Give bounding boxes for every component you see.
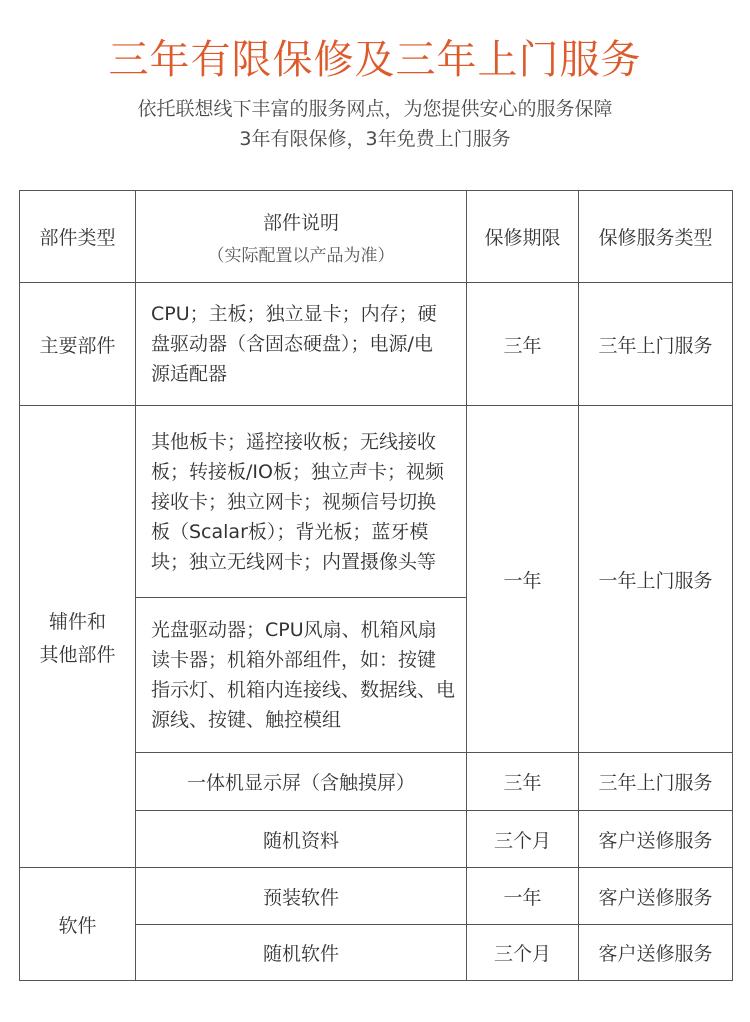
desc-line: 块；独立无线网卡；内置摄像头等	[151, 550, 437, 573]
group-aux	[20, 406, 136, 868]
subtitle-line-2: 3年有限保修，3年免费上门服务	[239, 128, 511, 150]
desc-line: 接收卡；独立网卡；视频信号切换	[151, 490, 437, 513]
desc-line: 读卡器；机箱外部组件，如：按键	[151, 649, 437, 671]
header-part-type: 部件类型	[20, 191, 136, 283]
table-row	[20, 868, 733, 925]
row-desc: 预装软件	[136, 868, 467, 925]
row-desc: 一体机显示屏（含触摸屏）	[136, 753, 467, 811]
row-period: 三个月	[467, 811, 579, 868]
row-service: 客户送修服务	[579, 811, 733, 868]
group-main: 主要部件	[20, 283, 136, 406]
row-desc: 随机软件	[136, 925, 467, 981]
header-part-desc	[136, 191, 467, 283]
warranty-table	[19, 190, 733, 981]
row-period: 一年	[467, 406, 579, 753]
table-row	[20, 283, 733, 406]
row-period: 一年	[467, 868, 579, 925]
group-aux-line-1: 辅件和	[48, 610, 106, 633]
desc-line: 板；转接板/IO板；独立声卡；视频	[151, 460, 444, 483]
desc-line: 板（Scalar板）；背光板；蓝牙模	[151, 520, 429, 543]
desc-line: 其他板卡；遥控接收板；无线接收	[151, 430, 437, 453]
group-aux-line-2: 其他部件	[39, 643, 116, 666]
row-period: 三年	[467, 283, 579, 406]
desc-line: 源适配器	[151, 363, 228, 385]
desc-line: 源线、按键、触控模组	[151, 709, 342, 731]
desc-line: 盘驱动器（含固态硬盘）；电源/电	[151, 333, 433, 355]
row-desc	[136, 283, 467, 406]
subtitle-line-1: 依托联想线下丰富的服务网点，为您提供安心的服务保障	[137, 98, 613, 120]
desc-line: 光盘驱动器；CPU风扇、机箱风扇	[151, 619, 437, 641]
row-service: 客户送修服务	[579, 868, 733, 925]
group-software: 软件	[20, 868, 136, 981]
desc-line: 指示灯、机箱内连接线、数据线、电	[151, 679, 456, 701]
table-row	[20, 406, 733, 598]
table-header-row	[20, 191, 733, 283]
row-period: 三个月	[467, 925, 579, 981]
row-desc	[136, 598, 467, 753]
desc-line: CPU；主板；独立显卡；内存；硬	[151, 303, 437, 325]
row-service: 三年上门服务	[579, 753, 733, 811]
page-title: 三年有限保修及三年上门服务	[108, 37, 642, 83]
row-desc: 随机资料	[136, 811, 467, 868]
row-desc	[136, 406, 467, 598]
row-period: 三年	[467, 753, 579, 811]
header-part-desc-label: 部件说明	[262, 211, 339, 234]
header-part-desc-note: （实际配置以产品为准）	[207, 245, 395, 266]
row-service: 三年上门服务	[579, 283, 733, 406]
row-service: 客户送修服务	[579, 925, 733, 981]
header-period: 保修期限	[467, 191, 579, 283]
header-service-type: 保修服务类型	[579, 191, 733, 283]
row-service: 一年上门服务	[579, 406, 733, 753]
